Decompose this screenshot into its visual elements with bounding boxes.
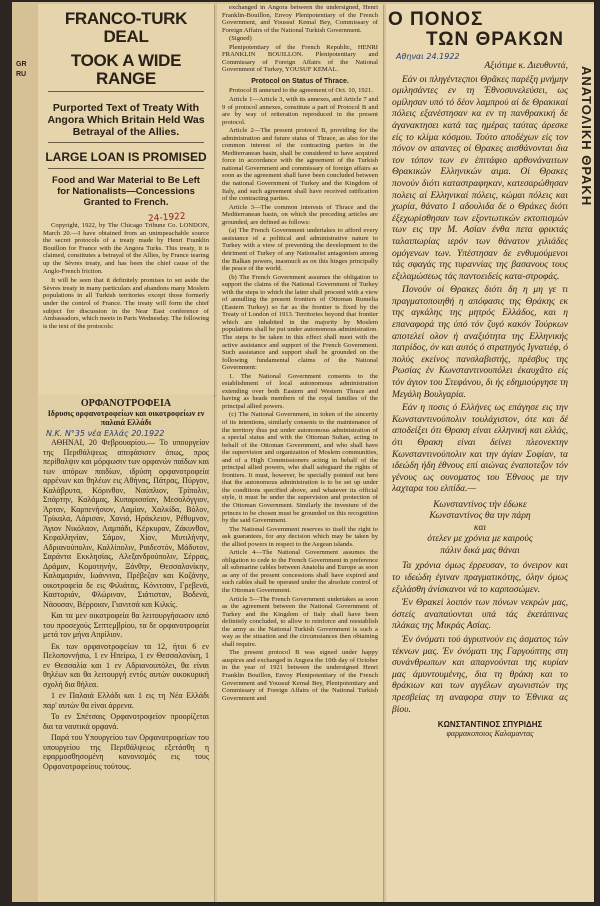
treaty-paragraph: Plenipotentiary of the French Republic, HENRI FRANKLIN BOUILLON. Plenipotentiary and Commissary of Foreign Affairs of the National Government of Turkey, YOUSUF KEMAL.: [222, 43, 378, 74]
handwritten-date: Αθηναι 24.1922: [396, 52, 460, 61]
signature-subtitle: φαρμακοποιος Καλαμαντας: [446, 729, 534, 739]
verse-line: πάλιν δικά μας θάναι: [440, 545, 520, 556]
letter-title-line-2: ΤΩΝ ΘΡΑΚΩΝ: [426, 29, 564, 50]
verse-line: ότελεν με χρόνια με καιρούς: [427, 534, 533, 545]
letter-paragraph: Εάν η ποσις ό Ελλήνες ως επάγησε εις την Κωνσταντινούπολιν τουλάχιστον, ότε και δέ αποδείξει ότι Θρακη είναι ελληνική και ελλάς, ότι Θρακη είναι δείνει πλεονεκτην Κωνσταντινούπολιν και την άγίαν Σοφίαν, τα ιδεώδη ήδη έθνους επί αιώνας έναποτεζον τόν γένους ως ουνοματος του Έθνους με την λαχταρα του ελπίδα.—: [392, 403, 568, 495]
divider: [48, 91, 204, 92]
letter-paragraph: Έν όνόματι τού άγρυπνούν εις άσματος τών τέκνων μας. Έν όνόματι της Γαργούπτης στη συνάνθρωπων και απαρνούνται της κυρίαν μας άμυντουμένης, δια τη θράκη και το θράκιων και των αγγέλων αγωνιστών της πρεσβείας τη αναφορα στην το Έθνικα ας βίου.: [392, 635, 568, 715]
treaty-paragraph: Article 1—Article 3, with its annexes, and Article 7 and 9 of protocol annexes, constitute a part of Protocol B and are by way of reiteration reproduced in the present protocol.: [222, 96, 378, 126]
handwritten-date: 24-1922: [147, 211, 186, 225]
headline-line-1: FRANCO-TURK DEAL: [64, 9, 188, 46]
greek-body: [38, 438, 214, 771]
letter-paragraph: Πονούν οί Θρακες διότι δη η μη γε τι πραγματοποιηθή η απόφασις της Θράκης εκ της αγκάλης της μητρός Ελλάδος, και η επαναφορά της ύπό τόν ζυγό κακόν Τούρκων αποτελεί ολον ή αναξιότητα της Ελληνικής πατρίδος, όν και αυτός ό στρατηγός Ιγνατιέφ, ό πολύς εκείνος πανσλαβιστής, πρέσβυς της Ρωσίας έν Κωνσταντινουπόλει έκαυχᾶτο είς τόν άγιον του Στεφάνου, δι ής εδημιούργησε τη Μεγάλη Βουλγαρία.: [392, 285, 568, 400]
article-subdeck: Food and War Material to Be Left for Nationalists—Concessions Granted to French.: [52, 175, 200, 208]
treaty-paragraph: Article 4—The National Government assumes the obligation to cede to the French Government in preference all submarine cables between Anatolia and Europe as soon as any of the present concessions shall have expired and such cables shall be operated under the absolute control of the Ottoman Government.: [222, 549, 378, 595]
article-paragraph: It will be seen that it definitely promises to set aside the Sèvres treaty in many particulars and abandons many Moslem populations in all Turkish territories except those formerly under the control of France. The treaty will form the chief subject for discussion in the Near East conference of Ambassadors, which meets in Paris Wednesday. The following is the text of the protocols:: [43, 277, 209, 330]
greek-letter-clipping: [386, 4, 594, 902]
greek-subheading: Ιδρυσις ορφανοτροφείων και οικοτροφείων εν παλαιά Ελλάδι: [47, 409, 205, 427]
signature: ΚΩΝΣΤΑΝΤΙΝΟΣ ΣΠΥΡΙΔΗΣ: [437, 720, 543, 730]
greek-paragraph: ΑΘΗΝΑΙ, 20 Φεβρουαρίου.— Το υπουργείον της Περιθάλψεως απεφάσισεν όπως, προς περίθαλψιν και μόρφωσιν των ορφανών παίδων και των απόρων παιδίων, ιδρύση ορφανοτροφεία αρρένων και θηλέων εις Αθήνας, Πάτρας, Πύργον, Καλάβρυτα, Κόρινθον, Ναύπλιον, Τρίπολιν, Σπάρτην, Καλάμας, Κυπαρισσίαν, Μεσολόγγιον, Άρταν, Καρπενήσιον, Λαμίαν, Χαλκίδα, Βόλον, Τρίκαλα, Λάρισαν, Χανιά, Ηράκλειον, Ρέθυμνον, Άγιον Νικόλαον, Λαμπάδι, Κέρκυραν, Ζάκυνθον, Κεφαλληνίαν, Σάμον, Χίον, Μυτιλήνην, Αδριανούπολιν, Καλλίπολιν, Ραιδεστόν, Μάδυτον, Σαράντα Εκκλησίας, Αλεξανδρούπολιν, Σέρρας, Δράμαν, Κομοτηνήν, Ξάνθην, Θεσσαλονίκην, Καλαμαριάν, Ιωάννινα, Πρέβεζαν και Κοζάνην, οικοτροφεία δε εις Φιλιάτας, Κόνιτσαν, Γρεβενά, Καστοριάν, Φλώριναν, Σιάτισταν, Βοδενά, Νάουσαν, Βέρροιαν, Γιανιτσά και Κιλκίς.: [43, 438, 209, 609]
treaty-paragraph: 1. The National Government consents to the establishment of local autonomous administration extending over both Eastern and Western Thrace and having as heads members of the royal families of the principal allied powers.: [222, 372, 378, 410]
divider: [48, 142, 204, 143]
treaty-text-clipping: [217, 4, 383, 902]
handwritten-note: Ν.Κ. Ν°35 νέα Ελλάς 20.1922: [46, 429, 165, 438]
divider: [48, 168, 204, 169]
letter-title-line-1: Ο ΠΟΝΟΣ: [388, 9, 484, 30]
treaty-paragraph: (a) The French Government undertakes to afford every assistance of a political and administrative nature to Turkey with a view of preventing the development to the detriment of Turkey of any Nationalist antagonism among the Balkan powers, inasmuch as on this hinges principally the peace of the world.: [222, 227, 378, 273]
greek-orphanage-clipping: [38, 394, 214, 902]
treaty-paragraph: Article 3—The common interests of Thrace and the Mediterranean basin, on which the preceding articles are grounded, are defined as follows:: [222, 203, 378, 226]
greek-paragraph: Παρά του Υπουργείου των Ορφανοτροφείων του υπουργείου της Περιθάλψεως εξετάσθη η εφαρμοσθησομένη κανονισμός εις τους Ορφανοτροφείους τούτους.: [43, 733, 209, 771]
article-deck: LARGE LOAN IS PROMISED: [45, 150, 207, 164]
greek-paragraph: Εκ των ορφανοτροφείων τα 12, ήτοι 6 εν Πελοποννήσω, 1 εν Ηπείρω, 1 εν Θεσσαλονίκη, 1 εν Θεσσαλία και 1 εν Αδριανουπόλει, θα είναι θηλέων και θα λειτουργή εντός αυτών οικοκυρική σχολή δια θήλεα.: [43, 641, 209, 689]
scrapbook-page: [12, 2, 594, 902]
letter-closing: [386, 561, 594, 716]
margin-letters: GR RU: [16, 61, 27, 78]
treaty-paragraph: (Signed): [229, 35, 252, 43]
greek-paragraph: 1 εν Παλαιά Ελλάδι και 1 εις τη Νέα Ελλάδι παρ' αυτών θα είναι άρρενα.: [43, 691, 209, 710]
treaty-paragraph: (b) The French Government assumes the obligation to support the claims of the National Government of Turkey with the steps to which the latter shall proceed with a view of annulling the present frontiers of Ottoman Rumelia (Eastern Turkey) so far as the frontier is fixed by the Treaty of London of 1913. Territories beyond that frontier which are inhabited in the majority by Moslem populations shall be put under autonomous administration. The steps to be taken in this effect shall meet with the active assistance and support of the French Government. Such assistance and support shall be grounded on the following fundamental claims of the National Government:: [222, 273, 378, 372]
verse-line: Κωνσταντίνος τήν έδωκε: [433, 499, 527, 510]
treaty-paragraph: Protocol B annexed to the agreement of Oct. 10, 1921.: [229, 87, 373, 95]
treaty-paragraph: exchanged in Angora between the undersigned, Henri Franklin-Bouillon, Envoy Plenipotentiary of the French Government, and Youssuf Kemal Bey, Commissary of Foreign Affairs of the National Turkish Government.: [222, 4, 378, 34]
treaty-paragraph: The present protocol B was signed under happy auspices and exchanged in Angora the 10th day of October in the year of 1921 between the undersigned Henri Franklin Bouillon, Envoy Plenipotentiary of the French Government and Youssuf Kemal Bey, Plenipotentiary and Commissary of Foreign Affairs of the National Turkish Government and: [222, 649, 378, 702]
side-section-label: ΑΝΑΤΟΛΙΚΗ ΘΡΑΚΗ: [579, 65, 594, 207]
treaty-body: [217, 4, 383, 702]
treaty-paragraph: The National Government reserves to itself the right to ask guarantees, for any decision which may be taken by the allied powers in respect to the Aegean islands.: [222, 525, 378, 548]
treaty-paragraph: (c) The National Government, in token of the sincerity of its intentions, similarly consents to the maintenance of the territory thus put under autonomous administration of a special status and with the Ottoman Sultan, acting in behalf of the Ottoman Government, and who shall have the supervision and organization of Moslem communities, and of a High Commissioners acting in behalf of the principal allied powers, who shall safeguard the rights of frontiers. It must, however, be specially pointed out here that the autonomous administration is to be set up under the conditions specified above, and whatever its official style, it must be under the supervision and protection of the Ottoman Government. Similarly the investure of the princes to be chosen must be grounded on this recognition by the said Government.: [222, 411, 378, 525]
letter-paragraph: Εάν οι πληγέντεςποι Θρᾶκες παρέξη μνήμην ομιλησάντες εν τη Έθνοσυνελεύσει, ως ομίλησαν υπό τό δέον λαμπρού αί δε Θρακικαί πόλεις εξανέστησαν κα εν τη πανθρακική δε άγανακτησει κατά τας ημέρας ταύτας άρεσκε είς το κλίμα κόσμου. Τούτο αποδέχων είς τον πόνον ον απαντες οί Θρακες αισθάνονται δια τον τόπον των εν έπιτάφιο αρθονάναιτων Θρακικών Ελληνικών αιμα. Οί Θρακες πονούν διότι καταστραφηκαν, κατεσαρώθησαν πολεις αί Ελληνικαί πόλεις, κώμαι πόλεις και χωρία, θάνατο 1 αδουλιδα δε ο Θράκες διότι έξεχωρίσθησαν των εξοντωτικών εκτοπισμών των εις την Μ. Ασίαν ένθα πετα φρικτάς ταλαιπωρίας ιερόν των θάνατον χιλιάδες ομόγενων των. Υπέστησαν δε ενθυμούμενοι τάς σφαγάς της τυραννίας της βασανους τους εξιλαμώσεως τάς παντοειδείς κατα-στροφάς.: [392, 74, 568, 282]
verse-line: Κωνσταντίνος θα την πάρη: [429, 511, 531, 522]
treaty-paragraph: Article 5—The French Government undertakes as soon as the agreement between the National Government of Turkey and the Kingdom of Italy shall have been definitely concluded, to allow to reinforce and reestablish the army as the National Turkish Government is such a way as the situation and the circumstances then obtaining shall require.: [222, 595, 378, 648]
letter-paragraph: Έν Θρακεί λοιπόν των πόνων νεκρών μας, όστείς αναπαύονται υπά τάς έκετάπινας πλάκας της Μικράς Ασίας.: [392, 598, 568, 632]
protocol-subhead: Protocol on Status of Thrace.: [251, 77, 349, 85]
article-subhead: Purported Text of Treaty With Angora Which Britain Held Was Betrayal of the Allies.: [47, 102, 205, 138]
greek-heading: ΟΡΦΑΝΟΤΡΟΦΕΙΑ: [80, 398, 172, 409]
treaty-paragraph: Article 2—The present protocol B, providing for the administration and future status of Thrace, as also for the common interest of the contracting parties in the Mediterranean basin, shall be considered to have acquired force in accordance with the agreement of the Turkish national Government and commissary of foreign affairs as soon as the agreement shall have been concluded between the national Government of Turkey and the Kingdom of Italy, and such agreement shall have received ratification of the contracting parties.: [222, 127, 378, 203]
english-news-clipping: [38, 4, 214, 396]
letter-paragraph: Τα χρόνια όμως έρρευσαν, το όνειρον και το ιδεώδη έγιναν πραγματικότης, όλην όμως εξιλάσθη άνίσκανοι νά το καρποσώμεν.: [392, 561, 568, 595]
article-paragraph: Copyright, 1922, by The Chicago Tribune Co. LONDON, March 20.—I have obtained from an unimpeachable source the secret protocols of a treaty made by Henri Franklin Bouillon for France with the Angora Turks. This treaty, it is claimed, constitutes a betrayal of the Allies, by France tearing up the Sèvres treaty, and has been the chief cause of the Anglo-French friction.: [43, 222, 209, 275]
letter-body: [386, 61, 594, 496]
greek-paragraph: Το εν Σπέτσαις Ορφανοτροφείον προορίζεται δια τα ναυτικά ορφανά.: [43, 712, 209, 731]
article-body: [38, 222, 214, 330]
headline-line-2: TOOK A WIDE RANGE: [70, 51, 182, 88]
verse: [392, 500, 568, 558]
verse-line: και: [473, 522, 487, 533]
salutation: Αξιότιμε κ. Διευθυντά,: [484, 61, 568, 71]
greek-paragraph: Και τα μεν οικοτροφεία θα λειτουργήσωσιν από του προσεχούς Σεπτεμβρίου, τα δε ορφανοτροφεία μετά τον μήνα Απρίλιον.: [43, 611, 209, 639]
